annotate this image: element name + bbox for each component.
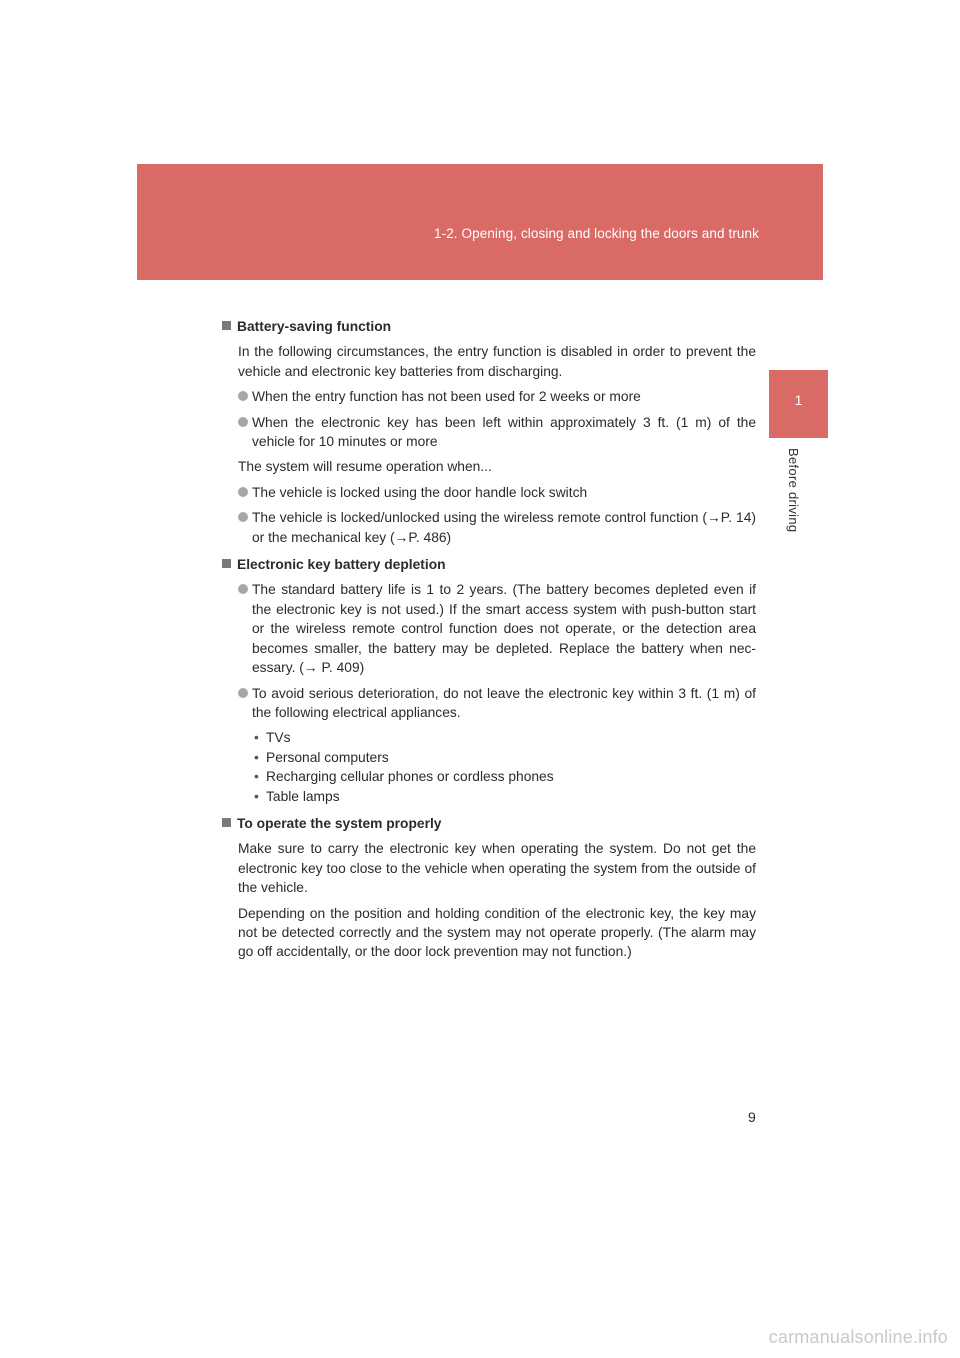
list-item-text: The vehicle is locked using the door handle lock switch — [252, 484, 588, 500]
appliance-item — [252, 728, 756, 747]
list-item — [238, 508, 756, 547]
section-heading-battery-depletion — [222, 555, 756, 574]
list-item-text: When the entry function has not been used for 2 weeks or more — [252, 389, 641, 405]
small-dot-icon: • — [254, 769, 259, 785]
appliance-item — [252, 748, 756, 767]
small-dot-icon: • — [254, 730, 259, 746]
circle-bullet-icon — [238, 688, 248, 698]
square-bullet-icon — [222, 559, 231, 568]
circle-bullet-icon — [238, 512, 248, 522]
paragraph: In the following circumstances, the entry function is disabled in order to prevent the vehicle and electronic key batteries from discharging. — [238, 344, 756, 379]
circle-bullet-icon — [238, 391, 248, 401]
watermark-text: carmanualsonline.info — [768, 1327, 948, 1347]
small-dot-icon: • — [254, 749, 259, 765]
appliance-item — [252, 767, 756, 786]
chapter-title: 1-2. Opening, closing and locking the doors and trunk — [433, 226, 759, 241]
list-item-text: To avoid serious deterioration, do not leave the electronic key within 3 ft. (1 m) of the following electrical appliances. — [252, 685, 756, 720]
appliance-list — [252, 728, 756, 806]
circle-bullet-icon — [238, 487, 248, 497]
section-heading-text: To operate the system properly — [237, 815, 442, 831]
section-heading-battery-saving — [222, 317, 756, 336]
paragraph: The system will resume operation when... — [238, 459, 492, 475]
paragraph: Make sure to carry the electronic key when operating the system. Do not get the electronic key too close to the vehicle when operating the system from the outside of the vehicle. — [238, 841, 756, 896]
square-bullet-icon — [222, 321, 231, 330]
circle-bullet-icon — [238, 417, 248, 427]
list-item — [238, 684, 756, 723]
page-content — [222, 317, 756, 968]
square-bullet-icon — [222, 818, 231, 827]
list-item-text: When the electronic key has been left within approximately 3 ft. (1 m) of the vehicle for 10 minutes or more — [252, 414, 756, 450]
paragraph: Depending on the position and holding condition of the electronic key, the key may not be detected correctly and the system may not operate properly. (The alarm may go off accidentally, or the door lock prevention may not function.) — [238, 905, 756, 960]
list-item — [238, 580, 756, 677]
appliance-item — [252, 787, 756, 806]
chapter-header-band — [137, 164, 823, 280]
appliance-item-text: Table lamps — [266, 788, 340, 804]
small-dot-icon: • — [254, 788, 259, 804]
list-item — [238, 413, 756, 452]
page-number: 9 — [748, 1109, 756, 1125]
section-heading-text: Electronic key battery depletion — [237, 557, 446, 573]
section-heading-operate-properly — [222, 814, 756, 833]
list-item-text: The vehicle is locked/unlocked using the wireless remote control function (→P. 14) or the mechanical key (→P. 486) — [252, 510, 756, 545]
appliance-item-text: Recharging cellular phones or cordless phones — [266, 769, 554, 785]
list-item — [238, 387, 756, 406]
list-item-text: The standard battery life is 1 to 2 years. (The battery becomes depleted even if the electronic key is not used.) If the smart access system with push-button start or the wireless remote control function does not operate, or the detection area becomes smaller, the battery may be depleted. Replace the battery when nec-essary. (→ P. 409) — [252, 582, 756, 676]
section-heading-text: Battery-saving function — [237, 319, 392, 334]
circle-bullet-icon — [238, 584, 248, 594]
appliance-item-text: TVs — [266, 730, 291, 746]
chapter-tab — [769, 370, 828, 438]
appliance-item-text: Personal computers — [266, 749, 389, 765]
chapter-tab-number: 1 — [794, 392, 803, 408]
list-item — [238, 483, 756, 502]
chapter-side-label: Before driving — [786, 448, 801, 533]
